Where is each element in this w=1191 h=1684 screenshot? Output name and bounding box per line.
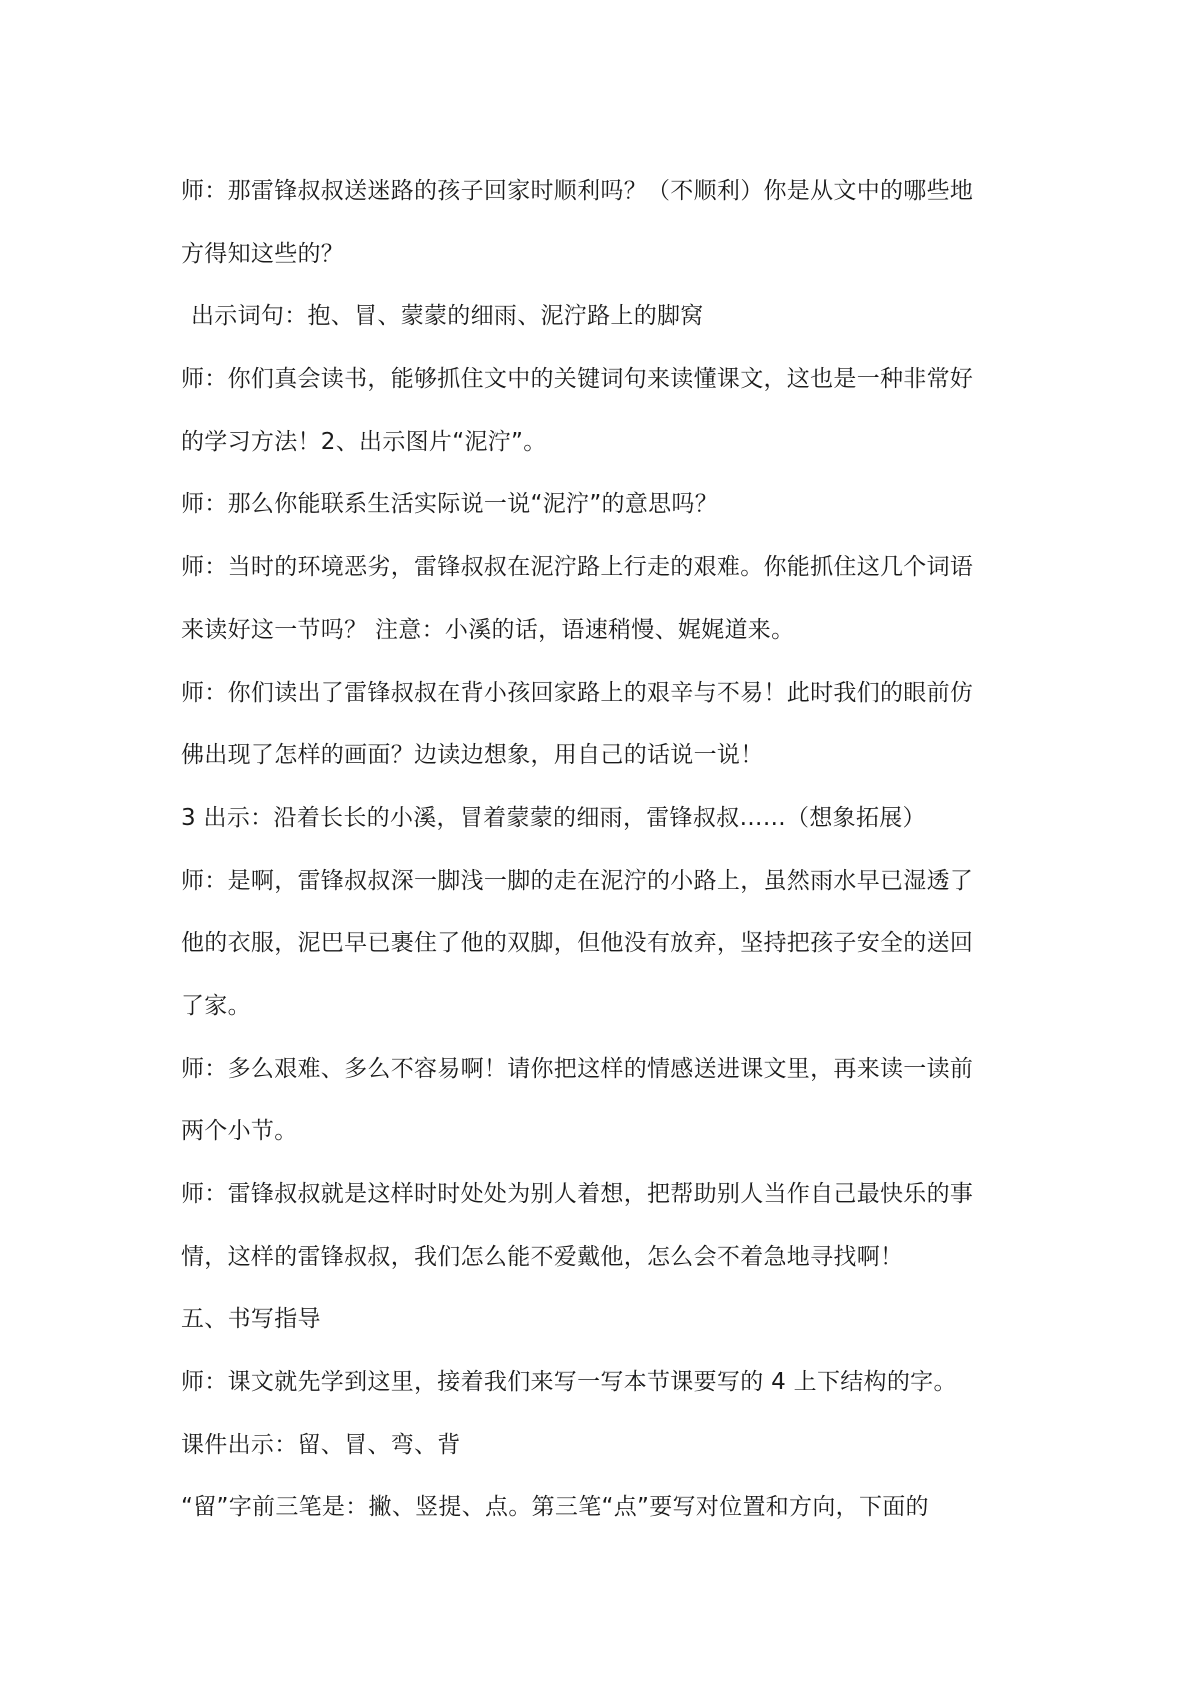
section-heading: 五、书写指导 [181,1306,321,1333]
text-line: 他的衣服，泥巴早已裹住了他的双脚，但他没有放弃，坚持把孩子安全的送回 [181,930,974,957]
text-line: 师：那雷锋叔叔送迷路的孩子回家时顺利吗？（不顺利）你是从文中的哪些地 [181,178,974,204]
text-line: 情，这样的雷锋叔叔，我们怎么能不爱戴他，怎么会不着急地寻找啊！ [181,1243,904,1270]
text-line: 师：当时的环境恶劣，雷锋叔叔在泥泞路上行走的艰难。你能抓住这几个词语 [181,554,974,581]
text-line: 师：那么你能联系生活实际说一说“泥泞”的意思吗？ [181,491,719,518]
text-line: 师：是啊，雷锋叔叔深一脚浅一脚的走在泥泞的小路上，虽然雨水早已湿透了 [181,867,974,894]
text-line: 的学习方法！2、出示图片“泥泞”。 [181,428,547,455]
text-line: 来读好这一节吗？ 注意：小溪的话，语速稍慢、娓娓道来。 [181,616,795,643]
text-line: 课件出示：留、冒、弯、背 [181,1431,461,1458]
text-line: 了家。 [181,992,251,1019]
text-line: 佛出现了怎样的画面？边读边想象，用自己的话说一说！ [181,742,764,769]
text-line: 师：课文就先学到这里，接着我们来写一写本节课要写的 4 上下结构的字。 [181,1369,957,1396]
text-line: 出示词句：抱、冒、蒙蒙的细雨、泥泞路上的脚窝 [191,303,704,330]
text-line: 师：雷锋叔叔就是这样时时处处为别人着想，把帮助别人当作自己最快乐的事 [181,1181,974,1207]
text-line: 3 出示：沿着长长的小溪，冒着蒙蒙的细雨，雷锋叔叔……（想象拓展） [181,804,926,831]
text-line: 师：多么艰难、多么不容易啊！请你把这样的情感送进课文里，再来读一读前 [181,1055,974,1082]
document-body [181,160,1021,1539]
text-line: 两个小节。 [181,1118,298,1145]
text-line: 师：你们读出了雷锋叔叔在背小孩回家路上的艰辛与不易！此时我们的眼前仿 [181,679,974,706]
text-line: 师：你们真会读书，能够抓住文中的关键词句来读懂课文，这也是一种非常好 [181,366,974,393]
text-line: “留”字前三笔是：撇、竖提、点。第三笔“点”要写对位置和方向，下面的 [181,1494,929,1521]
text-line: 方得知这些的？ [181,240,345,267]
